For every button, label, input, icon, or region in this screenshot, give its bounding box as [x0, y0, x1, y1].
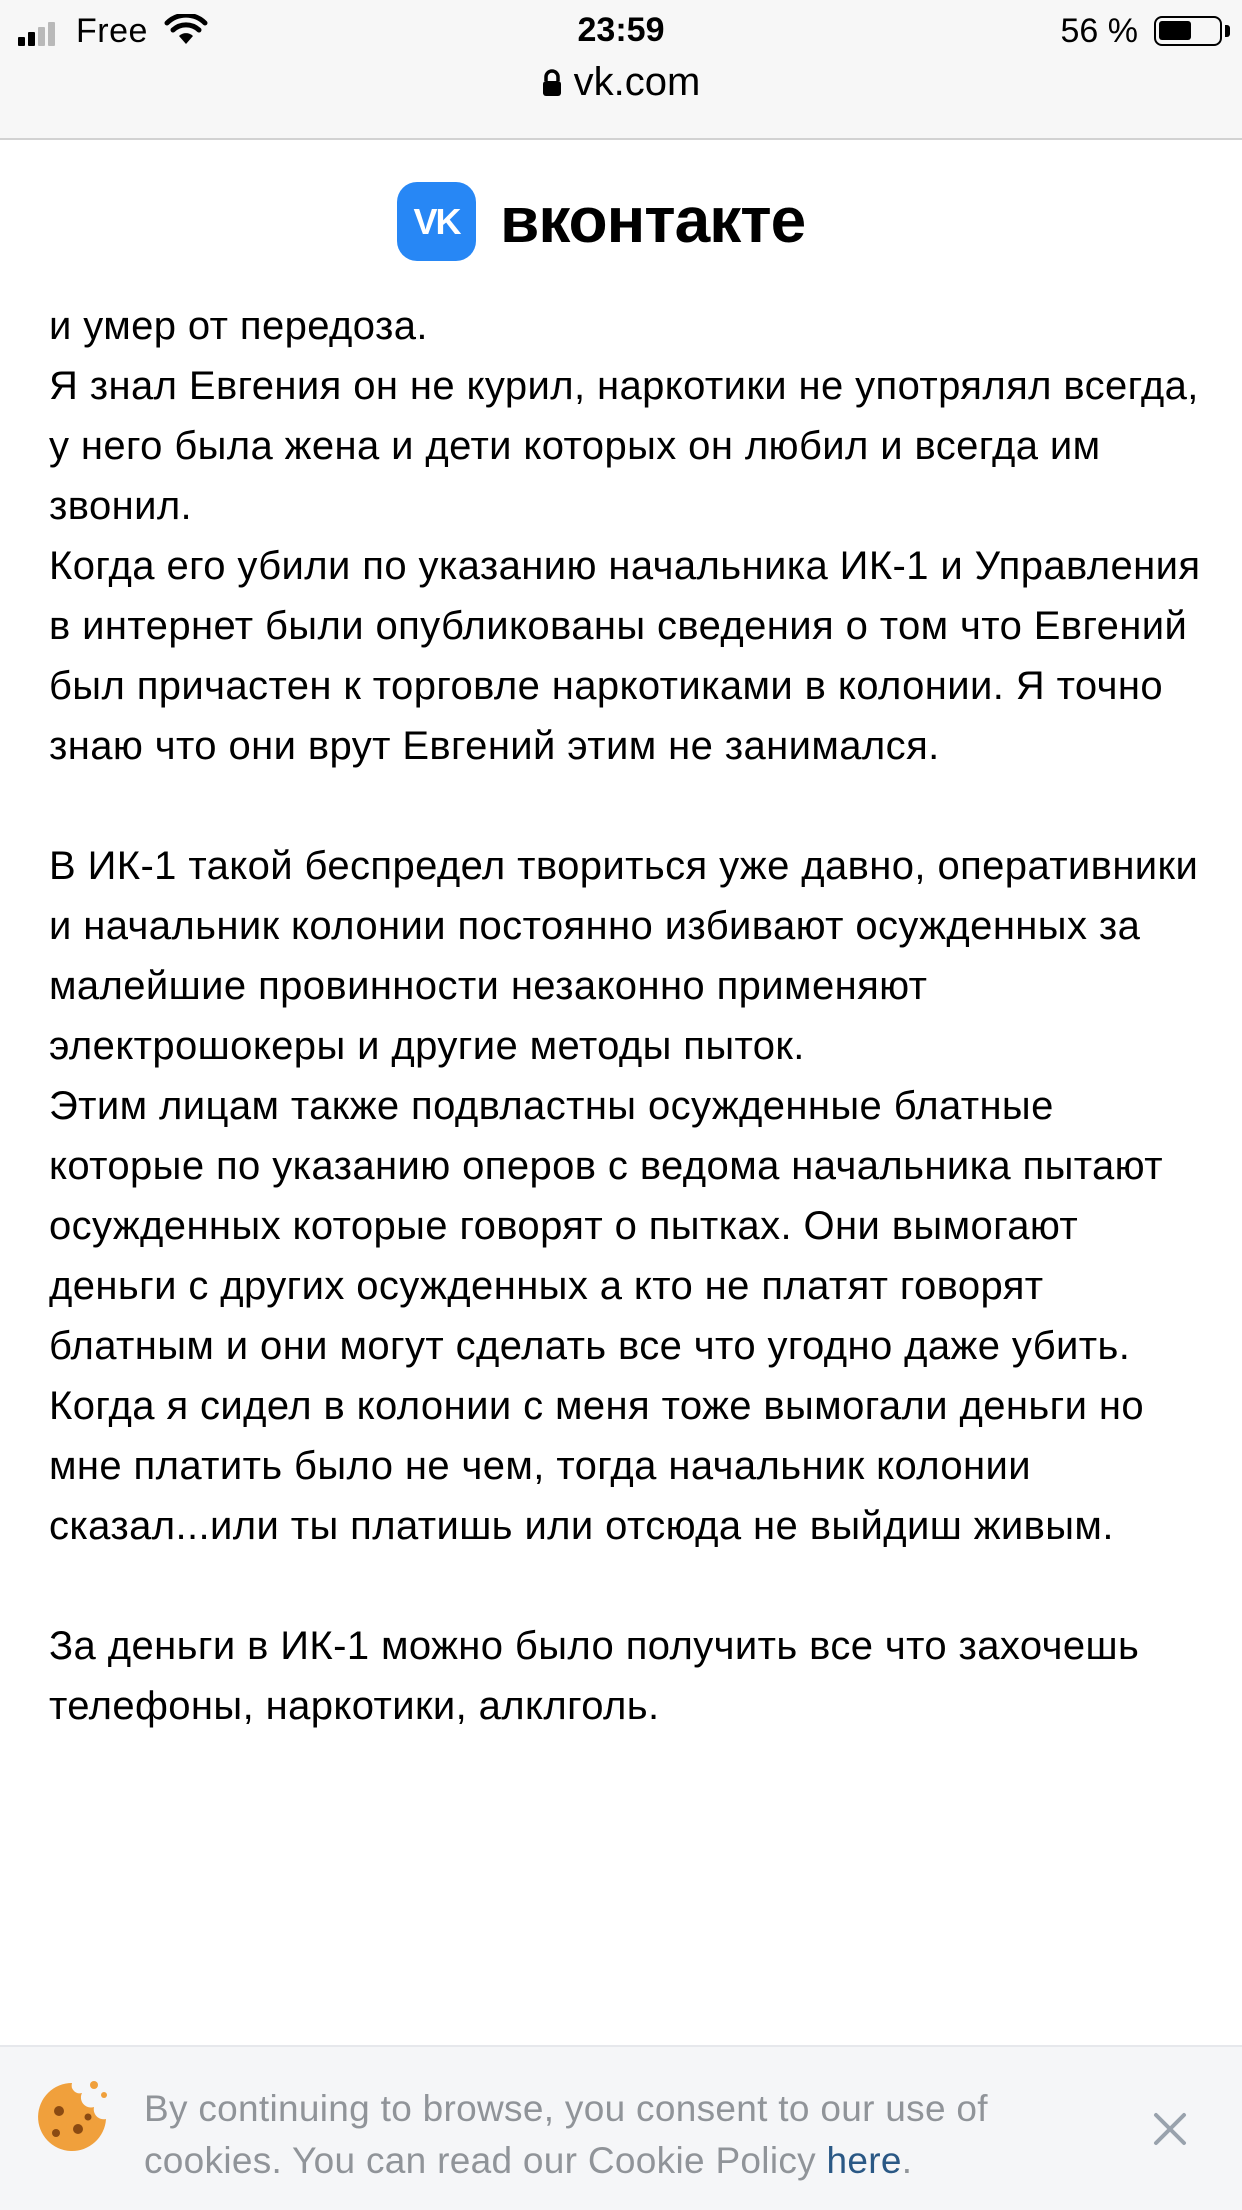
post-paragraph: В ИК-1 такой беспредел твориться уже давно, оперативники и начальник колонии постоянно избивают осужденных за малейшие провинности незаконно применяют электрошокеры и другие методы пыток. Этим лицам также подвластны осужденные блатные которые по указанию оперов с ведома начальника пытают осужденных которые говорят о пытках. Они вымогают деньги с других осужденных а кто не платят говорят блатным и они могут сделать все что угодно даже убить. Когда я сидел в колонии с меня тоже вымогали деньги но мне платить было не чем, тогда начальник колонии сказал...или ты платишь или отсюда не выйдиш живым.: [49, 844, 1199, 1548]
battery-icon: [1154, 16, 1222, 46]
cookie-consent-message: By continuing to browse, you consent to our use of cookies. You can read our Cookie Policy: [144, 2088, 988, 2181]
address-bar[interactable]: [0, 60, 1242, 105]
status-bar: [0, 0, 1242, 62]
status-time: 23:59: [577, 11, 665, 49]
cookie-consent-text: [144, 2083, 1124, 2187]
battery-percent: 56 %: [1060, 12, 1138, 50]
post-paragraph: и умер от передоза. Я знал Евгения он не курил, наркотики не употрялял всегда, у него была жена и дети которых он любил и всегда им звонил. Когда его убили по указанию начальника ИК-1 и Управления в интернет были опубликованы сведения о том что Евгений был причастен к торговле наркотиками в колонии. Я точно знаю что они врут Евгений этим не занимался.: [49, 304, 1201, 768]
carrier-name: Free: [76, 12, 148, 50]
battery-level-fill: [1159, 21, 1191, 40]
vk-logo-icon[interactable]: [397, 182, 476, 261]
post-paragraph: За деньги в ИК-1 можно было получить все что захочешь телефоны, наркотики, алклголь.: [49, 1624, 1140, 1728]
battery-cap: [1225, 25, 1230, 37]
lock-icon: [542, 69, 562, 97]
cookie-banner: [0, 2045, 1242, 2210]
vk-header: [0, 180, 1242, 262]
post-text: [49, 296, 1209, 1736]
cookie-policy-link[interactable]: here: [826, 2140, 902, 2181]
browser-top-chrome: [0, 0, 1242, 140]
vk-logo-letters: VK: [413, 201, 460, 242]
cookie-consent-period: .: [901, 2140, 913, 2181]
cookie-icon: [32, 2077, 112, 2157]
vk-wordmark[interactable]: вконтакте: [500, 184, 806, 256]
close-icon[interactable]: [1152, 2111, 1188, 2147]
address-url: vk.com: [573, 60, 701, 104]
